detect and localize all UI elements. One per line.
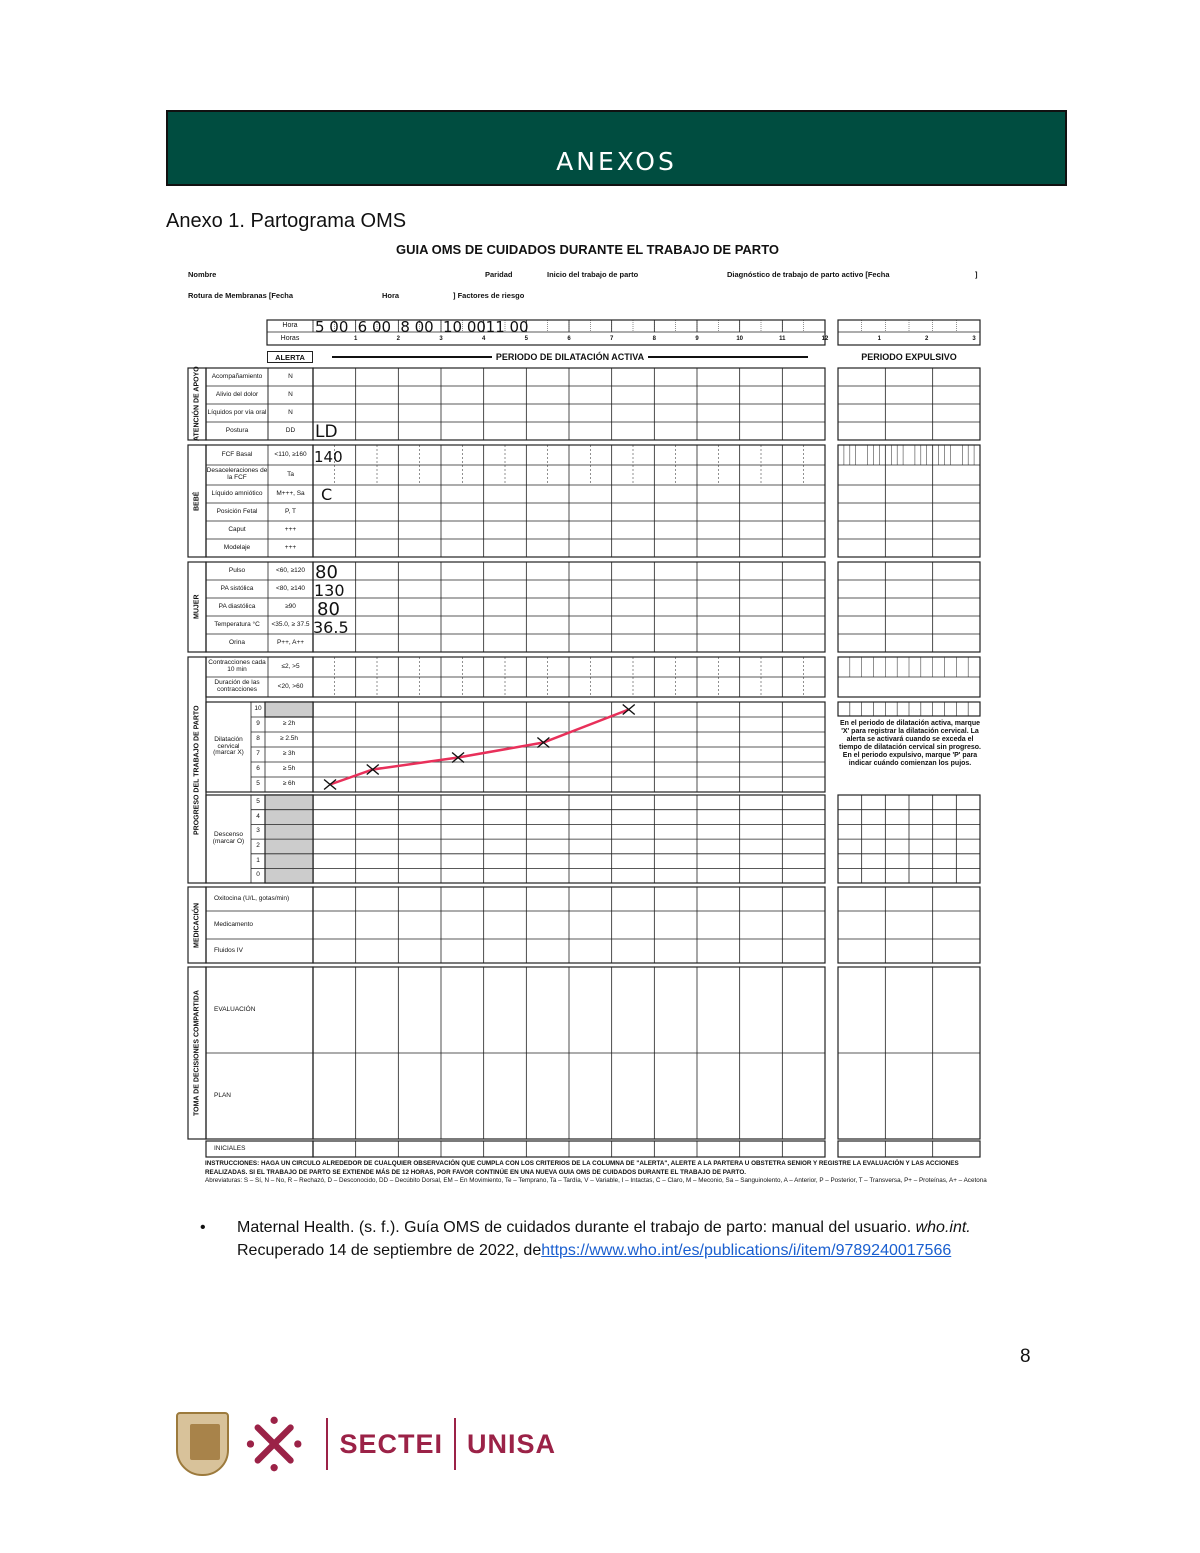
arrow-left-icon	[332, 356, 492, 357]
cdmx-coat-of-arms-icon	[176, 1412, 229, 1476]
bebe-row-alert-2: M+++, Sa	[276, 489, 305, 497]
exp-hour-label-3: 3	[972, 335, 976, 342]
active-period-header	[315, 351, 825, 363]
handwritten-temperatura: 36.5	[313, 618, 349, 637]
row-hora-label: Hora	[282, 322, 298, 330]
handwritten-pulso: 80	[315, 562, 338, 583]
handwritten-hour-3: 8 00	[400, 318, 434, 336]
apoyo-title: ATENCIÓN DE APOYO	[193, 366, 201, 442]
bebe-row-label-2: Líquido amniótico	[211, 489, 263, 497]
abbreviations-text: Abreviaturas: S – Sí, N – No, R – Rechazó, D – Desconocido, DD – Decúbito Dorsal, EM – En Movimiento, Te – Temprano, Ta – Tardía, V – Variable, I – Intactas, C – Claro, M – Meconio, Sa – Sanguinolento, A – Anterior, P – Posterior, T – Transversa, P+ – Proteínas, A+ – Acetona	[205, 1177, 987, 1184]
footer-logos	[176, 1410, 556, 1478]
mujer-row-alert-3: <35.0, ≥ 37.5	[271, 620, 310, 628]
mujer-row-label-4: Orina	[229, 638, 245, 646]
bebe-row-label-1: Desaceleraciones de la FCF	[206, 467, 268, 481]
apoyo-row-alert-0: N	[288, 372, 293, 380]
handwritten-postura: LD	[315, 422, 338, 442]
apoyo-row-label-1: Alivio del dolor	[215, 390, 259, 398]
mujer-row-alert-2: ≥90	[285, 602, 296, 610]
medicacion-row-label-0: Oxitocina (U/L, gotas/min)	[214, 894, 290, 902]
apoyo-row-label-2: Líquidos por vía oral	[207, 408, 267, 416]
medicacion-row-label-1: Medicamento	[214, 920, 254, 928]
dil-alert-6: ≥ 5h	[282, 765, 296, 773]
brand-separator	[326, 1418, 328, 1470]
section-banner	[166, 110, 1067, 186]
mujer-row-label-1: PA sistólica	[220, 584, 254, 592]
hour-label-1: 1	[353, 335, 358, 342]
mujer-title: MUJER	[193, 594, 201, 620]
desc-level-5: 5	[256, 797, 260, 805]
bebe-row-label-3: Posición Fetal	[216, 507, 258, 515]
exp-hour-label-2: 2	[924, 335, 929, 342]
handwritten-fcf: 140	[314, 448, 343, 466]
dil-alert-8: ≥ 2.5h	[279, 735, 299, 743]
dil-level-10: 10	[254, 705, 262, 713]
hour-label-4: 4	[481, 335, 486, 342]
desc-level-0: 0	[256, 871, 260, 879]
decisiones-row-label-0: EVALUACIÓN	[214, 1005, 256, 1013]
expulsive-period-label: PERIODO EXPULSIVO	[861, 352, 957, 362]
mujer-row-alert-0: <60, ≥120	[275, 566, 306, 574]
mujer-expulsive-box	[838, 562, 980, 652]
medicacion-title: MEDICACIÓN	[193, 902, 201, 948]
row-horas-label: Horas	[280, 335, 300, 343]
handwritten-pa-diastolica: 80	[317, 599, 340, 620]
dil-level-9: 9	[256, 720, 260, 728]
progreso-title: PROGRESO DEL TRABAJO DE PARTO	[193, 705, 201, 835]
duracion-alert: <20, >60	[277, 682, 304, 690]
partograma-form	[185, 240, 990, 1205]
expulsive-period-header	[838, 351, 980, 363]
apoyo-row-alert-2: N	[288, 408, 293, 416]
dil-level-6: 6	[256, 765, 260, 773]
brand-unisa: UNISA	[466, 1428, 556, 1459]
desc-level-1: 1	[256, 856, 260, 864]
medicacion-expulsive-box	[838, 887, 980, 963]
dil-level-8: 8	[256, 735, 260, 743]
field-diagnostico: Diagnóstico de trabajo de parto activo [Fecha	[727, 270, 890, 279]
exp-hour-label-1: 1	[877, 335, 881, 342]
hour-label-12: 12	[821, 335, 829, 342]
annex-title: Anexo 1. Partograma OMS	[166, 210, 407, 232]
brand-text	[315, 1418, 556, 1470]
handwritten-pa-sistolica: 130	[314, 581, 345, 600]
bebe-row-alert-4: +++	[284, 525, 297, 533]
hour-label-8: 8	[652, 335, 656, 342]
bebe-row-alert-3: P, T	[285, 507, 296, 515]
bebe-row-alert-0: <110, ≥160	[274, 450, 307, 458]
field-paridad: Paridad	[485, 270, 513, 279]
decisiones-row-label-1: PLAN	[214, 1091, 231, 1099]
field-nombre: Nombre	[188, 270, 217, 279]
mujer-row-label-3: Temperatura °C	[214, 620, 260, 628]
dilatation-mark-5	[623, 705, 635, 715]
medicacion-row-label-2: Fluidos IV	[214, 946, 243, 954]
hour-label-3: 3	[439, 335, 443, 342]
hour-label-11: 11	[779, 335, 786, 342]
active-period-label: PERIODO DE DILATACIÓN ACTIVA	[495, 352, 645, 362]
hour-label-6: 6	[567, 335, 571, 342]
desc-level-4: 4	[256, 812, 260, 820]
reference-link[interactable]: https://www.who.int/es/publications/i/item/9789240017566	[541, 1242, 952, 1260]
contracciones-alert: ≤2, >5	[281, 662, 300, 670]
field-diag-close: ]	[975, 270, 978, 279]
dil-alert-7: ≥ 3h	[282, 750, 296, 758]
bebe-row-label-5: Modelaje	[223, 543, 251, 551]
decisiones-title: TOMA DE DECISIONES COMPARTIDA	[193, 990, 201, 1116]
instructions-text: INSTRUCCIONES: HAGA UN CIRCULO ALREDEDOR DE CUALQUIER OBSERVACIÓN QUE CUMPLA CON LOS CRITERIOS DE LA COLUMNA DE "ALERTA", ALERTE A LA PARTERA U OBSTETRA SENIOR Y REGISTRE LA EVALUACIÓN Y LAS ACCIONES REALIZADAS. SI EL TRABAJO DE PARTO SE EXTIENDE MÁS DE 12 HORAS, POR FAVOR CONTINÚE EN UNA NUEVA GUIA OMS DE CUIDADOS DURANTE EL TRABAJO DE PARTO.	[205, 1160, 959, 1176]
mujer-row-alert-1: <80, ≥140	[275, 584, 306, 592]
reference-source: who.int.	[915, 1219, 971, 1236]
hour-label-7: 7	[609, 335, 614, 342]
reference-bullet: •	[200, 1219, 206, 1236]
duracion-label: Duración de las contracciones	[214, 679, 260, 693]
handwritten-hour-1: 5 00	[315, 318, 349, 336]
handwritten-liquido: C	[321, 485, 333, 504]
apoyo-row-label-0: Acompañamiento	[211, 372, 263, 380]
desc-level-3: 3	[256, 827, 260, 835]
bebe-row-alert-1: Ta	[287, 470, 294, 478]
page-number: 8	[1020, 1346, 1031, 1367]
dilatacion-label: Dilatación cervical (marcar X)	[213, 735, 244, 757]
expulsive-note: En el periodo de dilatación activa, marque 'X' para registrar la dilatación cervical. La alerta se activará cuando se exceda el tiempo de dilatación cervical sin progreso. En el periodo expulsivo, marque 'P' para indicar cuándo comienzan los pujos.	[839, 720, 981, 768]
dil-level-5: 5	[256, 780, 260, 788]
apoyo-row-alert-3: DD	[285, 426, 296, 434]
mujer-row-label-0: Pulso	[228, 566, 246, 574]
descenso-label: Descenso (marcar O)	[212, 831, 245, 845]
desc-level-2: 2	[256, 842, 260, 850]
apoyo-row-alert-1: N	[288, 390, 293, 398]
dil-alert-9: ≥ 2h	[282, 720, 296, 728]
bebe-row-alert-5: +++	[284, 543, 297, 551]
mujer-row-alert-4: P++, A++	[276, 638, 305, 646]
handwritten-hour-2: 6 00	[357, 318, 392, 336]
iniciales-exp-box	[838, 1141, 980, 1157]
dilatation-mark-1	[324, 780, 336, 790]
exp-time-box	[838, 320, 980, 345]
field-inicio: Inicio del trabajo de parto	[547, 270, 639, 279]
hour-label-9: 9	[695, 335, 699, 342]
hour-label-5: 5	[524, 335, 528, 342]
dil-alert-10	[265, 702, 313, 717]
dil-level-7: 7	[256, 750, 260, 758]
arrow-right-icon	[648, 356, 808, 357]
bebe-expulsive-box	[838, 445, 980, 557]
bebe-title: BEBÉ	[193, 491, 201, 511]
hour-label-10: 10	[736, 335, 743, 342]
reference-text: Maternal Health. (s. f.). Guía OMS de cuidados durante el trabajo de parto: manual del usuario.	[237, 1219, 912, 1236]
dil-alert-5: ≥ 6h	[282, 780, 296, 788]
cdmx-logo-icon	[245, 1412, 303, 1476]
banner-title: ANEXOS	[556, 147, 677, 176]
brand-separator-2	[454, 1418, 456, 1470]
bebe-row-label-0: FCF Basal	[221, 450, 253, 458]
bebe-row-label-4: Caput	[228, 525, 246, 533]
brand-sectei: SECTEI	[339, 1428, 443, 1459]
field-hora: Hora	[382, 291, 400, 300]
reference-retrieved: Recuperado 14 de septiembre de 2022, de	[237, 1242, 542, 1260]
field-factores: ] Factores de riesgo	[453, 291, 525, 300]
contracciones-label: Contracciones cada 10 min	[208, 659, 266, 673]
alert-header: ALERTA	[267, 351, 313, 363]
handwritten-hour-4: 10 00	[443, 318, 486, 336]
instructions	[205, 1160, 990, 1186]
iniciales-label: INICIALES	[214, 1144, 246, 1152]
field-rotura: Rotura de Membranas [Fecha	[188, 291, 294, 300]
apoyo-row-label-3: Postura	[225, 426, 249, 434]
handwritten-hour-5: 11 00	[485, 318, 529, 336]
mujer-row-label-2: PA diastólica	[218, 602, 256, 610]
form-title: GUIA OMS DE CUIDADOS DURANTE EL TRABAJO DE PARTO	[395, 242, 780, 257]
hour-label-2: 2	[396, 335, 400, 342]
